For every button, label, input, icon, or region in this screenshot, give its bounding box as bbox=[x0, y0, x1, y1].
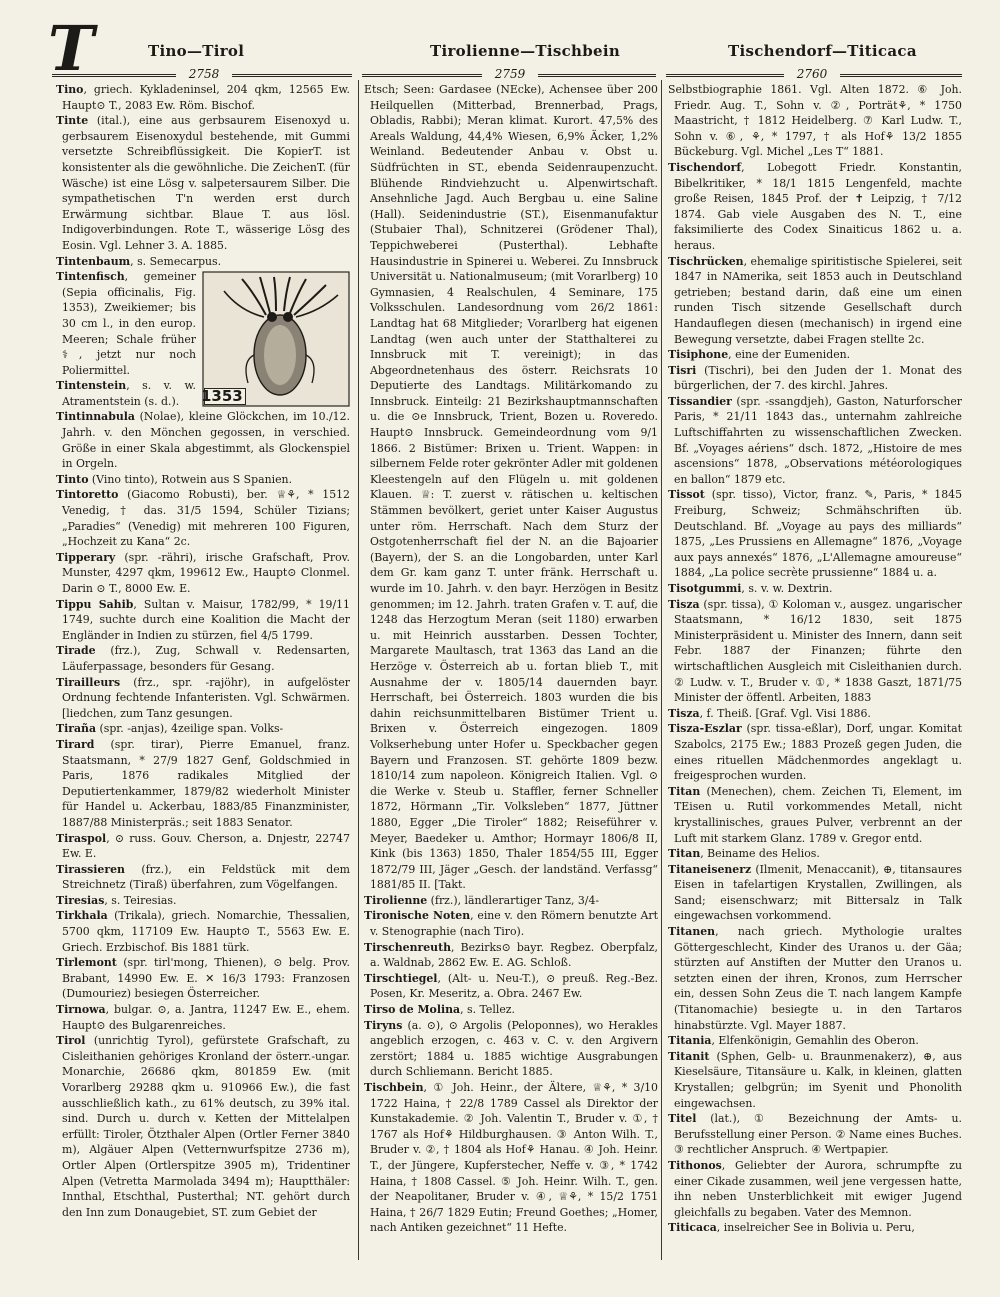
entry-headword: Tino bbox=[56, 83, 84, 96]
dictionary-entry: Tirso de Molina, s. Tellez. bbox=[364, 1003, 515, 1017]
entry-headword: Tisiphone bbox=[668, 348, 729, 362]
entry-headword: Tiraspol bbox=[56, 831, 107, 845]
dictionary-entry: Titicaca, inselreicher See in Bolivia u. Peru, bbox=[668, 1221, 915, 1235]
entry-headword: Tischbein bbox=[364, 1081, 424, 1094]
dictionary-entry: Tissandier (spr. -ssangdjeh), Gaston, Naturforscher Paris, * 21/11 1843 das., unternahm zahlreiche Luftschiffahrten zu wissenschaftlichen Zwecken. Bf. „Voyages aériens“ dsch. 1872, „Histoire de mes ascensions“ 1878, „Observations météorologiques en ballon“ 1879 etc. bbox=[668, 394, 962, 486]
dictionary-entry: Tironische Noten, eine v. den Römern benutzte Art v. Stenographie (nach Tiro). bbox=[364, 909, 658, 939]
page-number-right: 2760 bbox=[784, 67, 840, 81]
dictionary-entry: Tischbein, ① Joh. Heinr., der Ältere, ♕⚘, * 3/10 1722 Haina, † 22/8 1789 Cassel als Direktor der Kunstakademie. ② Joh. Valentin T., Bruder v. ①, † 1767 als Hof⚘ Hildburghausen. ③ Anton Wilh. T., Bruder v. ②, † 1804 als Hof⚘ Hanau. ④ Joh. Heinr. T., der Jüngere, Kupferstecher, Neffe v. ③, * 1742 Haina, † 1808 Cassel. ⑤ Joh. Heinr. Wilh. T., gen. der Neapolitaner, Bruder v. ④, ♕⚘, * 15/2 1751 Haina, † 26/7 1829 Eutin; Freund Goethes; „Homer, nach Antiken gezeichnet“ 11 Hefte. bbox=[364, 1081, 658, 1235]
dictionary-entry: Tisri (Tischri), bei den Juden der 1. Monat des bürgerlichen, der 7. des kirchl. Jahres. bbox=[668, 363, 962, 393]
entry-headword: Titan bbox=[668, 847, 701, 861]
dictionary-entry: Tirkhala (Trikala), griech. Nomarchie, Thessalien, 5700 qkm, 117109 Ew. Haupt⊙ T., 5563 Ew. E. Griech. Erzbischof. Bis 1881 türk. bbox=[56, 909, 350, 954]
dictionary-entry: Tintoretto (Giacomo Robusti), ber. ♕⚘, * 1512 Venedig, † das. 31/5 1594, Schüler Tizians; „Paradies“ (Venedig) mit mehreren 100 Figuren, „Hochzeit zu Kana“ 2c. bbox=[56, 488, 350, 549]
dictionary-entry: Titanit (Sphen, Gelb- u. Braunmenakerz), ⊕, aus Kieselsäure, Titansäure u. Kalk, in kleinen, glatten Krystallen; gelbgrün; im Syenit und Phonolith eingewachsen. bbox=[668, 1049, 962, 1110]
dictionary-entry: Tiraspol, ⊙ russ. Gouv. Cherson, a. Dnjestr, 22747 Ew. E. bbox=[56, 831, 350, 861]
entry-headword: Tintenbaum bbox=[56, 254, 131, 268]
dictionary-entry: Titanen, nach griech. Mythologie uraltes Göttergeschlecht, Kinder des Uranos u. der Gäa; stürzten auf Anstiften der Mutter den Uranos u. setzten einen der ihren, Kronos, zum Herrscher ein, dessen Sohn Zeus die T. nach langem Kampfe (Titanomachie) besiegte u. in den Tartaros hinabstürzte. Vgl. Mayer 1887. bbox=[668, 925, 962, 1032]
entry-headword: Tissot bbox=[668, 488, 705, 502]
dictionary-entry: Tirade (frz.), Zug, Schwall v. Redensarten, Läuferpassage, besonders für Gesang. bbox=[56, 644, 350, 673]
entry-headword: Tirschtiegel bbox=[364, 971, 438, 985]
column-divider bbox=[358, 80, 359, 1260]
entry-headword: Tintenstein bbox=[56, 379, 127, 393]
dictionary-entry: Tiresias, s. Teiresias. bbox=[56, 893, 177, 907]
entry-headword: Titanit bbox=[668, 1049, 710, 1063]
entry-headword: Tirade bbox=[56, 644, 96, 658]
dictionary-entry: Tirol (unrichtig Tyrol), gefürstete Grafschaft, zu Cisleithanien gehöriges Kronland der österr.-ungar. Monarchie, 26686 qkm, 801859 Ew. (mit Vorarlberg 29288 qkm u. 910966 Ew.), die fast ausschließlich kath., zu 61% deutsch, zu 39% ital. sind. Durch u. durch v. Ketten der Mittelalpen erfüllt: Tiroler, Ötzthaler Alpen (Ortler Ferner 3840 m), Algäuer Alpen (Vetternwurfspitze 2736 m), Ortler Alpen (Ortlerspitze 3905 m), Tridentiner Alpen (Vetretta Marmolada 3494 m); Hauptthäler: Innthal, Etschthal, Pusterthal; NT. gehört durch den Inn zum Donaugebiet, ST. zum Gebiet der bbox=[56, 1034, 350, 1219]
dictionary-entry: Tintenstein, s. v. w. Atramentstein (s. d.). bbox=[56, 379, 196, 408]
entry-headword: Titicaca bbox=[668, 1221, 717, 1235]
text-column-2 bbox=[364, 82, 658, 1272]
cuttlefish-illustration bbox=[202, 271, 350, 407]
dictionary-entry: Tiryns (a. ⊙), ⊙ Argolis (Peloponnes), wo Herakles angeblich erzogen, c. 463 v. C. v. den Argivern zerstört; 1884 u. 1885 wichtige Ausgrabungen durch Schliemann. Bericht 1885. bbox=[364, 1018, 658, 1079]
dictionary-entry: Tirnowa, bulgar. ⊙, a. Jantra, 11247 Ew. E., ehem. Haupt⊙ des Bulgarenreiches. bbox=[56, 1003, 350, 1032]
entry-headword: Tinte bbox=[56, 114, 89, 128]
entry-headword: Tirolienne bbox=[364, 893, 428, 907]
entry-headword: Tiryns bbox=[364, 1018, 403, 1032]
entry-headword: Titania bbox=[668, 1034, 712, 1048]
page-number-left: 2758 bbox=[176, 67, 232, 81]
header-right: Tischendorf—Titicaca bbox=[728, 42, 917, 60]
entry-headword: Tisotgummi bbox=[668, 582, 742, 595]
entry-headword: Tirnowa bbox=[56, 1003, 106, 1017]
dictionary-entry: Tirassieren (frz.), ein Feldstück mit dem Streichnetz (Tiraß) überfahren, zum Vögelfangen. bbox=[56, 862, 350, 892]
text-column-3 bbox=[668, 82, 962, 1272]
entry-headword: Tipperary bbox=[56, 550, 116, 564]
dictionary-entry: Tischendorf, Lobegott Friedr. Konstantin, Bibelkritiker, * 18/1 1815 Lengenfeld, machte große Reisen, 1845 Prof. der ✝ Leipzig, † 7/12 1874. Gab viele Ausgaben des N. T., eine faksimilierte des Codex Sinaiticus 1862 u. a. heraus. bbox=[668, 160, 962, 252]
figure-number: 1353 bbox=[204, 388, 246, 406]
dictionary-entry: Tisza (spr. tissa), ① Koloman v., ausgez. ungarischer Staatsmann, * 16/12 1830, seit 1875 Ministerpräsident u. Minister des Innern, dann seit Febr. 1887 der Finanzen; führte den wirtschaftlichen Ausgleich mit Cisleithanien durch. ② Ludw. v. T., Bruder v. ①, * 1838 Gaszt, 1871/75 Minister der öffentl. Arbeiten, 1883 bbox=[668, 597, 962, 705]
entry-headword: Tintoretto bbox=[56, 488, 119, 502]
dictionary-entry: Tisza, f. Theiß. [Graf. Vgl. Visi 1886. bbox=[668, 706, 871, 720]
entry-headword: Tisza-Eszlar bbox=[668, 722, 742, 736]
dictionary-entry: Etsch; Seen: Gardasee (NEcke), Achensee über 200 Heilquellen (Mitterbad, Brennerbad, Prags, Obladis, Rabbi); Meran klimat. Kurort. 47,5% des Areals Waldung, 44,4% Wiesen, 6,9% Äcker, 1,2% Weinland. Bedeutender Anbau v. Obst u. Südfrüchten in ST., ebenda Seidenraupenzucht. Blühende Rindviehzucht u. Alpenwirtschaft. Ansehnliche Jagd. Auch Bergbau u. eine Saline (Hall). Seidenindustrie (ST.), Eisenmanufaktur (Stubaier Thal), Schnitzerei (Grödener Thal), Teppichweberei (Pusterthal). Lebhafte Hausindustrie in Spinerei u. Weberei. Zu Innsbruck Universität u. Nationalmuseum; (mit Vorarlberg) 10 Gymnasien, 4 Realschulen, 4 Seminare, 175 Volksschulen. Landesordnung vom 26/2 1861: Landtag hat 68 Mitglieder; Vorarlberg hat eigenen Landtag (wen auch unter der Statthalterei zu Innsbruck mit T. vereinigt); in das Abgeordnetenhaus des österr. Reichsrats 10 Deputierte des Landtags. Militärkomando zu Innsbruck. Einteilg: 21 Bezirkshauptmannschaften u. die ⊙e Innsbruck, Trient, Bozen u. Roveredo. Haupt⊙ Innsbruck. Gemeindeordnung vom 9/1 1866. 2 Bistümer: Brixen u. Trient. Wappen: in silbernem Felde roter gekrönter Adler mit goldenen Kleestengeln auf den Flügeln u. mit goldenen Klauen. ♕: T. zuerst v. rätischen u. keltischen Stämmen bevölkert, geriet unter Kaiser Augustus unter röm. Herrschaft. Nach dem Sturz der Ostgotenherrschaft fiel der N. an die Bajoarier (Bayern), der S. an die Longobarden, unter Karl dem Gr. kam ganz T. unter fränk. Herrschaft u. wurde im 10. Jahrh. v. den bayr. Herzögen in Besitz genommen; im 12. Jahrh. traten Grafen v. T. auf, die 1248 das Herzogtum Meran (seit 1180) erwarben u. mit Heinrich ausstarben. Dessen Tochter, Margarete Maultasch, trat 1363 das Land an die Herzöge v. Österreich ab u. fortan blieb T., mit Ausnahme der v. 1805/14 dauernden bayr. Herrschaft, bei Österreich. 1803 wurden die bis dahin reichsunmittelbaren Bistümer Trient u. Brixen v. Österreich eingezogen. 1809 Volkserhebung unter Hofer u. Speckbacher gegen Bayern und Franzosen. ST. gehörte 1809 bezw. 1810/14 zum napoleon. Königreich Italien. Vgl. ⊙ die Werke v. Steub u. Staffler, ferner Schneller 1872, Hörmann „Tir. Volksleben“ 1877, Jüttner 1880, Egger „Die Tiroler“ 1882; Reiseführer v. Meyer, Baedeker u. Amthor; Hormayr 1806/8 II, Kink (bis 1363) 1850, Thaler 1854/55 III, Egger 1872/79 III, Jäger „Gesch. der landständ. Verfassg“ 1881/85 II. [Takt. bbox=[364, 83, 658, 892]
dictionary-entry: Tithonos, Geliebter der Aurora, schrumpfte zu einer Cikade zusammen, weil jene vergessen hatte, ihn neben Unsterblichkeit mit ewiger Jugend gleichfalls zu begaben. Vater des Memnon. bbox=[668, 1158, 962, 1219]
dictionary-entry: Tirard (spr. tirar), Pierre Emanuel, franz. Staatsmann, * 27/9 1827 Genf, Goldschmied in Paris, 1876 radikales Mitglied der Deputiertenkammer, 1879/82 wiederholt Minister für Handel u. Ackerbau, 1883/85 Finanzminister, 1887/88 Ministerpräs.; seit 1883 Senator. bbox=[56, 737, 350, 829]
dictionary-entry: Tisza-Eszlar (spr. tissa-eßlar), Dorf, ungar. Komitat Szabolcs, 2175 Ew.; 1883 Prozeß gegen Juden, die eines rituellen Mädchenmordes angeklagt u. freigesprochen wurden. bbox=[668, 722, 962, 783]
dictionary-entry: Tipperary (spr. -rähri), irische Grafschaft, Prov. Munster, 4297 qkm, 199612 Ew., Haupt⊙ Clonmel. Darin ⊙ T., 8000 Ew. E. bbox=[56, 550, 350, 595]
entry-headword: Tintenfisch bbox=[56, 270, 125, 284]
entry-headword: Titaneisenerz bbox=[668, 862, 752, 876]
entry-headword: Tippu Sahib bbox=[56, 597, 134, 611]
entry-headword: Tischendorf bbox=[668, 160, 742, 174]
header-center: Tirolienne—Tischbein bbox=[430, 42, 621, 60]
dictionary-entry: Tissot (spr. tisso), Victor, franz. ✎, Paris, * 1845 Freiburg, Schweiz; Schmähschriften üb. Deutschland. Bf. „Voyage au pays des milliards“ 1875, „Les Prussiens en Allemagne“ 1876, „Voyage aux pays annexés“ 1876, „L'Allemagne amoureuse“ 1884, „La police secrète prussienne“ 1884 u. a. bbox=[668, 488, 962, 580]
entry-headword: Tirschenreuth bbox=[364, 940, 452, 954]
header-left: Tino—Tirol bbox=[148, 42, 245, 60]
dictionary-entry: Tirschenreuth, Bezirks⊙ bayr. Regbez. Oberpfalz, a. Waldnab, 2862 Ew. E. AG. Schloß. bbox=[364, 940, 658, 970]
entry-headword: Tirso de Molina bbox=[364, 1003, 461, 1017]
dictionary-entry: Tirailleurs (frz., spr. -rajöhr), in aufgelöster Ordnung fechtende Infanteristen. Vgl. Schwärmen. [liedchen, zum Tanz gesungen. bbox=[56, 675, 350, 720]
entry-headword: Tirailleurs bbox=[56, 675, 121, 689]
dictionary-entry: Tisotgummi, s. v. w. Dextrin. bbox=[668, 582, 833, 595]
column-divider bbox=[661, 80, 662, 1260]
dictionary-entry: 1353 Tintenfisch, gemeiner (Sepia officinalis, Fig. 1353), Zweikiemer; bis 30 cm l., in den europ. Meeren; Schale früher ⚕, jetzt nur noch Poliermittel. bbox=[56, 269, 350, 378]
entry-headword: Tithonos bbox=[668, 1158, 722, 1172]
entry-headword: Tiraña bbox=[56, 722, 97, 736]
dictionary-entry: Titaneisenerz (Ilmenit, Menaccanit), ⊕, titansaures Eisen in tafelartigen Krystallen, Zwillingen, als Sand; eisenschwarz; mit Bittersalz in Talk eingewachsen vorkommend. bbox=[668, 862, 962, 923]
dictionary-entry: Tino, griech. Kykladeninsel, 204 qkm, 12565 Ew. Haupt⊙ T., 2083 Ew. Röm. Bischof. bbox=[56, 83, 350, 112]
entry-headword: Tischrücken bbox=[668, 254, 744, 268]
dictionary-entry: Tinto (Vino tinto), Rotwein aus S Spanien. bbox=[56, 472, 293, 486]
entry-headword: Tirassieren bbox=[56, 862, 125, 876]
dictionary-entry: Tintenbaum, s. Semecarpus. bbox=[56, 254, 222, 268]
entry-headword: Titanen bbox=[668, 925, 716, 939]
dictionary-entry: Tinte (ital.), eine aus gerbsaurem Eisenoxyd u. gerbsaurem Eisenoxydul bestehende, mit Gummi versetzte Schreibflüssigkeit. Die KopierT. ist konsistenter als die gewöhnliche. Die ZeichenT. (für Wäsche) ist eine Lösg v. salpetersaurem Silber. Die sympathetischen T'n werden erst durch Erwärmung sichtbar. Blaue T. aus lösl. Indigoverbindungen. Rote T., wässerige Lösg des Eosin. Vgl. Lehner 3. A. 1885. bbox=[56, 114, 350, 252]
entry-headword: Tisza bbox=[668, 706, 700, 720]
entry-headword: Tironische Noten bbox=[364, 909, 471, 923]
entry-headword: Titan bbox=[668, 784, 701, 798]
dictionary-entry: Tippu Sahib, Sultan v. Maisur, 1782/99, * 19/11 1749, suchte durch eine Koalition die Macht der Engländer in Indien zu stürzen, fiel 4/5 1799. bbox=[56, 597, 350, 642]
entry-headword: Tiresias bbox=[56, 893, 105, 907]
entry-headword: Tisri bbox=[668, 363, 697, 377]
entry-headword: Tisza bbox=[668, 597, 700, 611]
entry-headword: Tinto bbox=[56, 472, 89, 486]
dictionary-entry: Tisiphone, eine der Eumeniden. bbox=[668, 348, 851, 362]
entry-headword: Tirkhala bbox=[56, 909, 108, 923]
section-letter: T bbox=[48, 12, 95, 85]
entry-headword: Titel bbox=[668, 1112, 697, 1126]
page-number-center: 2759 bbox=[482, 67, 538, 81]
dictionary-entry: Selbstbiographie 1861. Vgl. Alten 1872. ⑥ Joh. Friedr. Aug. T., Sohn v. ②, Porträt⚘, * 1750 Maastricht, † 1812 Heidelberg. ⑦ Karl Ludw. T., Sohn v. ⑥, ⚘, * 1797, † als Hof⚘ 13/2 1855 Bückeburg. Vgl. Michel „Les T“ 1881. bbox=[668, 83, 962, 159]
entry-headword: Tintinnabula bbox=[56, 410, 135, 424]
dictionary-entry: Titan, Beiname des Helios. bbox=[668, 847, 820, 861]
dictionary-entry: Titania, Elfenkönigin, Gemahlin des Oberon. bbox=[668, 1034, 919, 1048]
dictionary-entry: Tirolienne (frz.), ländlerartiger Tanz, 3/4- bbox=[364, 893, 600, 907]
entry-headword: Tirlemont bbox=[56, 956, 117, 970]
dictionary-entry: Tischrücken, ehemalige spiritistische Spielerei, seit 1847 in NAmerika, seit 1853 auch in Deutschland getrieben; bestand darin, daß eine um einen runden Tisch sitzende Gesellschaft durch Handauflegen diesen (mechanisch) in irgend eine Bewegung versetzte, dabei Fragen stellte 2c. bbox=[668, 254, 962, 346]
dictionary-entry: Tirschtiegel, (Alt- u. Neu-T.), ⊙ preuß. Reg.-Bez. Posen, Kr. Meseritz, a. Obra. 2467 Ew. bbox=[364, 971, 658, 1001]
dictionary-entry: Tiraña (spr. -anjas), 4zeilige span. Volks- bbox=[56, 722, 284, 736]
dictionary-entry: Tintinnabula (Nolae), kleine Glöckchen, im 10./12. Jahrh. v. den Mönchen gegossen, in verschied. Größe in einer Skala abgestimmt, als Glockenspiel in Orgeln. bbox=[56, 410, 350, 471]
entry-headword: Tirard bbox=[56, 737, 95, 751]
dictionary-entry: Titan (Menechen), chem. Zeichen Ti, Element, im TEisen u. Rutil vorkommendes Metall, nicht krystallinisches, graues Pulver, verbrennt an der Luft mit starkem Glanz. 1789 v. Gregor entd. bbox=[668, 784, 962, 845]
text-column-1 bbox=[56, 82, 350, 1272]
dictionary-entry: Tirlemont (spr. tirl'mong, Thienen), ⊙ belg. Prov. Brabant, 14990 Ew. E. ✕ 16/3 1793: Franzosen (Dumouriez) besiegen Österreicher. bbox=[56, 956, 350, 1001]
entry-headword: Tirol bbox=[56, 1034, 86, 1048]
dictionary-entry: Titel (lat.), ① Bezeichnung der Amts- u. Berufsstellung einer Person. ② Name eines Buches. ③ rechtlicher Anspruch. ④ Wertpapier. bbox=[668, 1112, 962, 1157]
entry-headword: Tissandier bbox=[668, 394, 732, 408]
